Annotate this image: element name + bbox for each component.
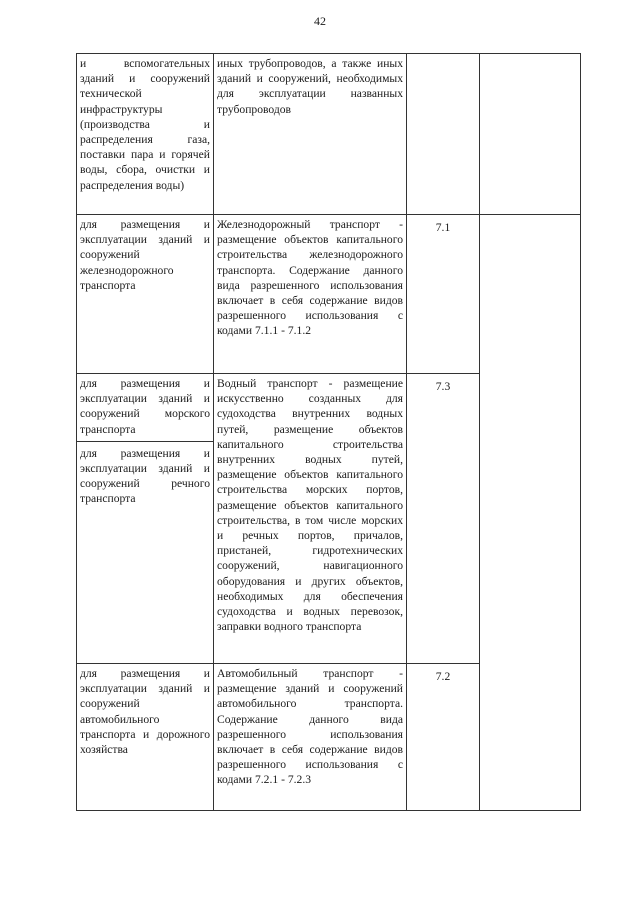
purpose-subcell-river: для размещения и эксплуатации зданий и сооружений речного транспорта xyxy=(80,446,210,506)
page-number: 42 xyxy=(314,14,326,28)
code-cell xyxy=(407,54,480,215)
description-cell: Автомобильный транспорт - размещение зданий и сооружений автомобильного транспорта. Содержание данного вида разрешенного использования включает в себя содержание видов разрешенного использования с кодами 7.2.1 - 7.2.3 xyxy=(214,664,407,811)
purpose-cell: и вспомогательных зданий и сооружений технической инфраструктуры (производства и распределения газа, поставки пара и горячей воды, сбора, очистки и распределения воды) xyxy=(77,54,214,215)
purpose-subcell-sea: для размещения и эксплуатации зданий и сооружений морского транспорта xyxy=(77,376,213,442)
description-cell: Железнодорожный транспорт - размещение объектов капитального строительства железнодорожного транспорта. Содержание данного вида разрешенного использования включает в себя содержание видов разрешенного использования с кодами 7.1.1 - 7.1.2 xyxy=(214,215,407,374)
purpose-cell xyxy=(77,374,214,664)
notes-cell xyxy=(480,215,581,811)
purpose-cell: для размещения и эксплуатации зданий и сооружений автомобильного транспорта и дорожного хозяйства xyxy=(77,664,214,811)
code-cell: 7.3 xyxy=(407,374,480,664)
table-row xyxy=(77,54,581,215)
description-cell: иных трубопроводов, а также иных зданий и сооружений, необходимых для эксплуатации названных трубопроводов xyxy=(214,54,407,215)
code-cell: 7.2 xyxy=(407,664,480,811)
code-cell: 7.1 xyxy=(407,215,480,374)
notes-cell xyxy=(480,54,581,215)
table-row xyxy=(77,215,581,374)
land-use-table xyxy=(76,53,581,811)
purpose-cell: для размещения и эксплуатации зданий и сооружений железнодорожного транспорта xyxy=(77,215,214,374)
description-cell: Водный транспорт - размещение искусственно созданных для судоходства внутренних водных путей, размещение объектов капитального строительства внутренних водных путей, размещение объектов капитального строительства морских портов, размещение объектов капитального строительства, в том числе морских и речных портов, причалов, пристаней, гидротехнических сооружений, навигационного оборудования и других объектов, необходимых для обеспечения судоходства и водных перевозок, заправки водного транспорта xyxy=(214,374,407,664)
